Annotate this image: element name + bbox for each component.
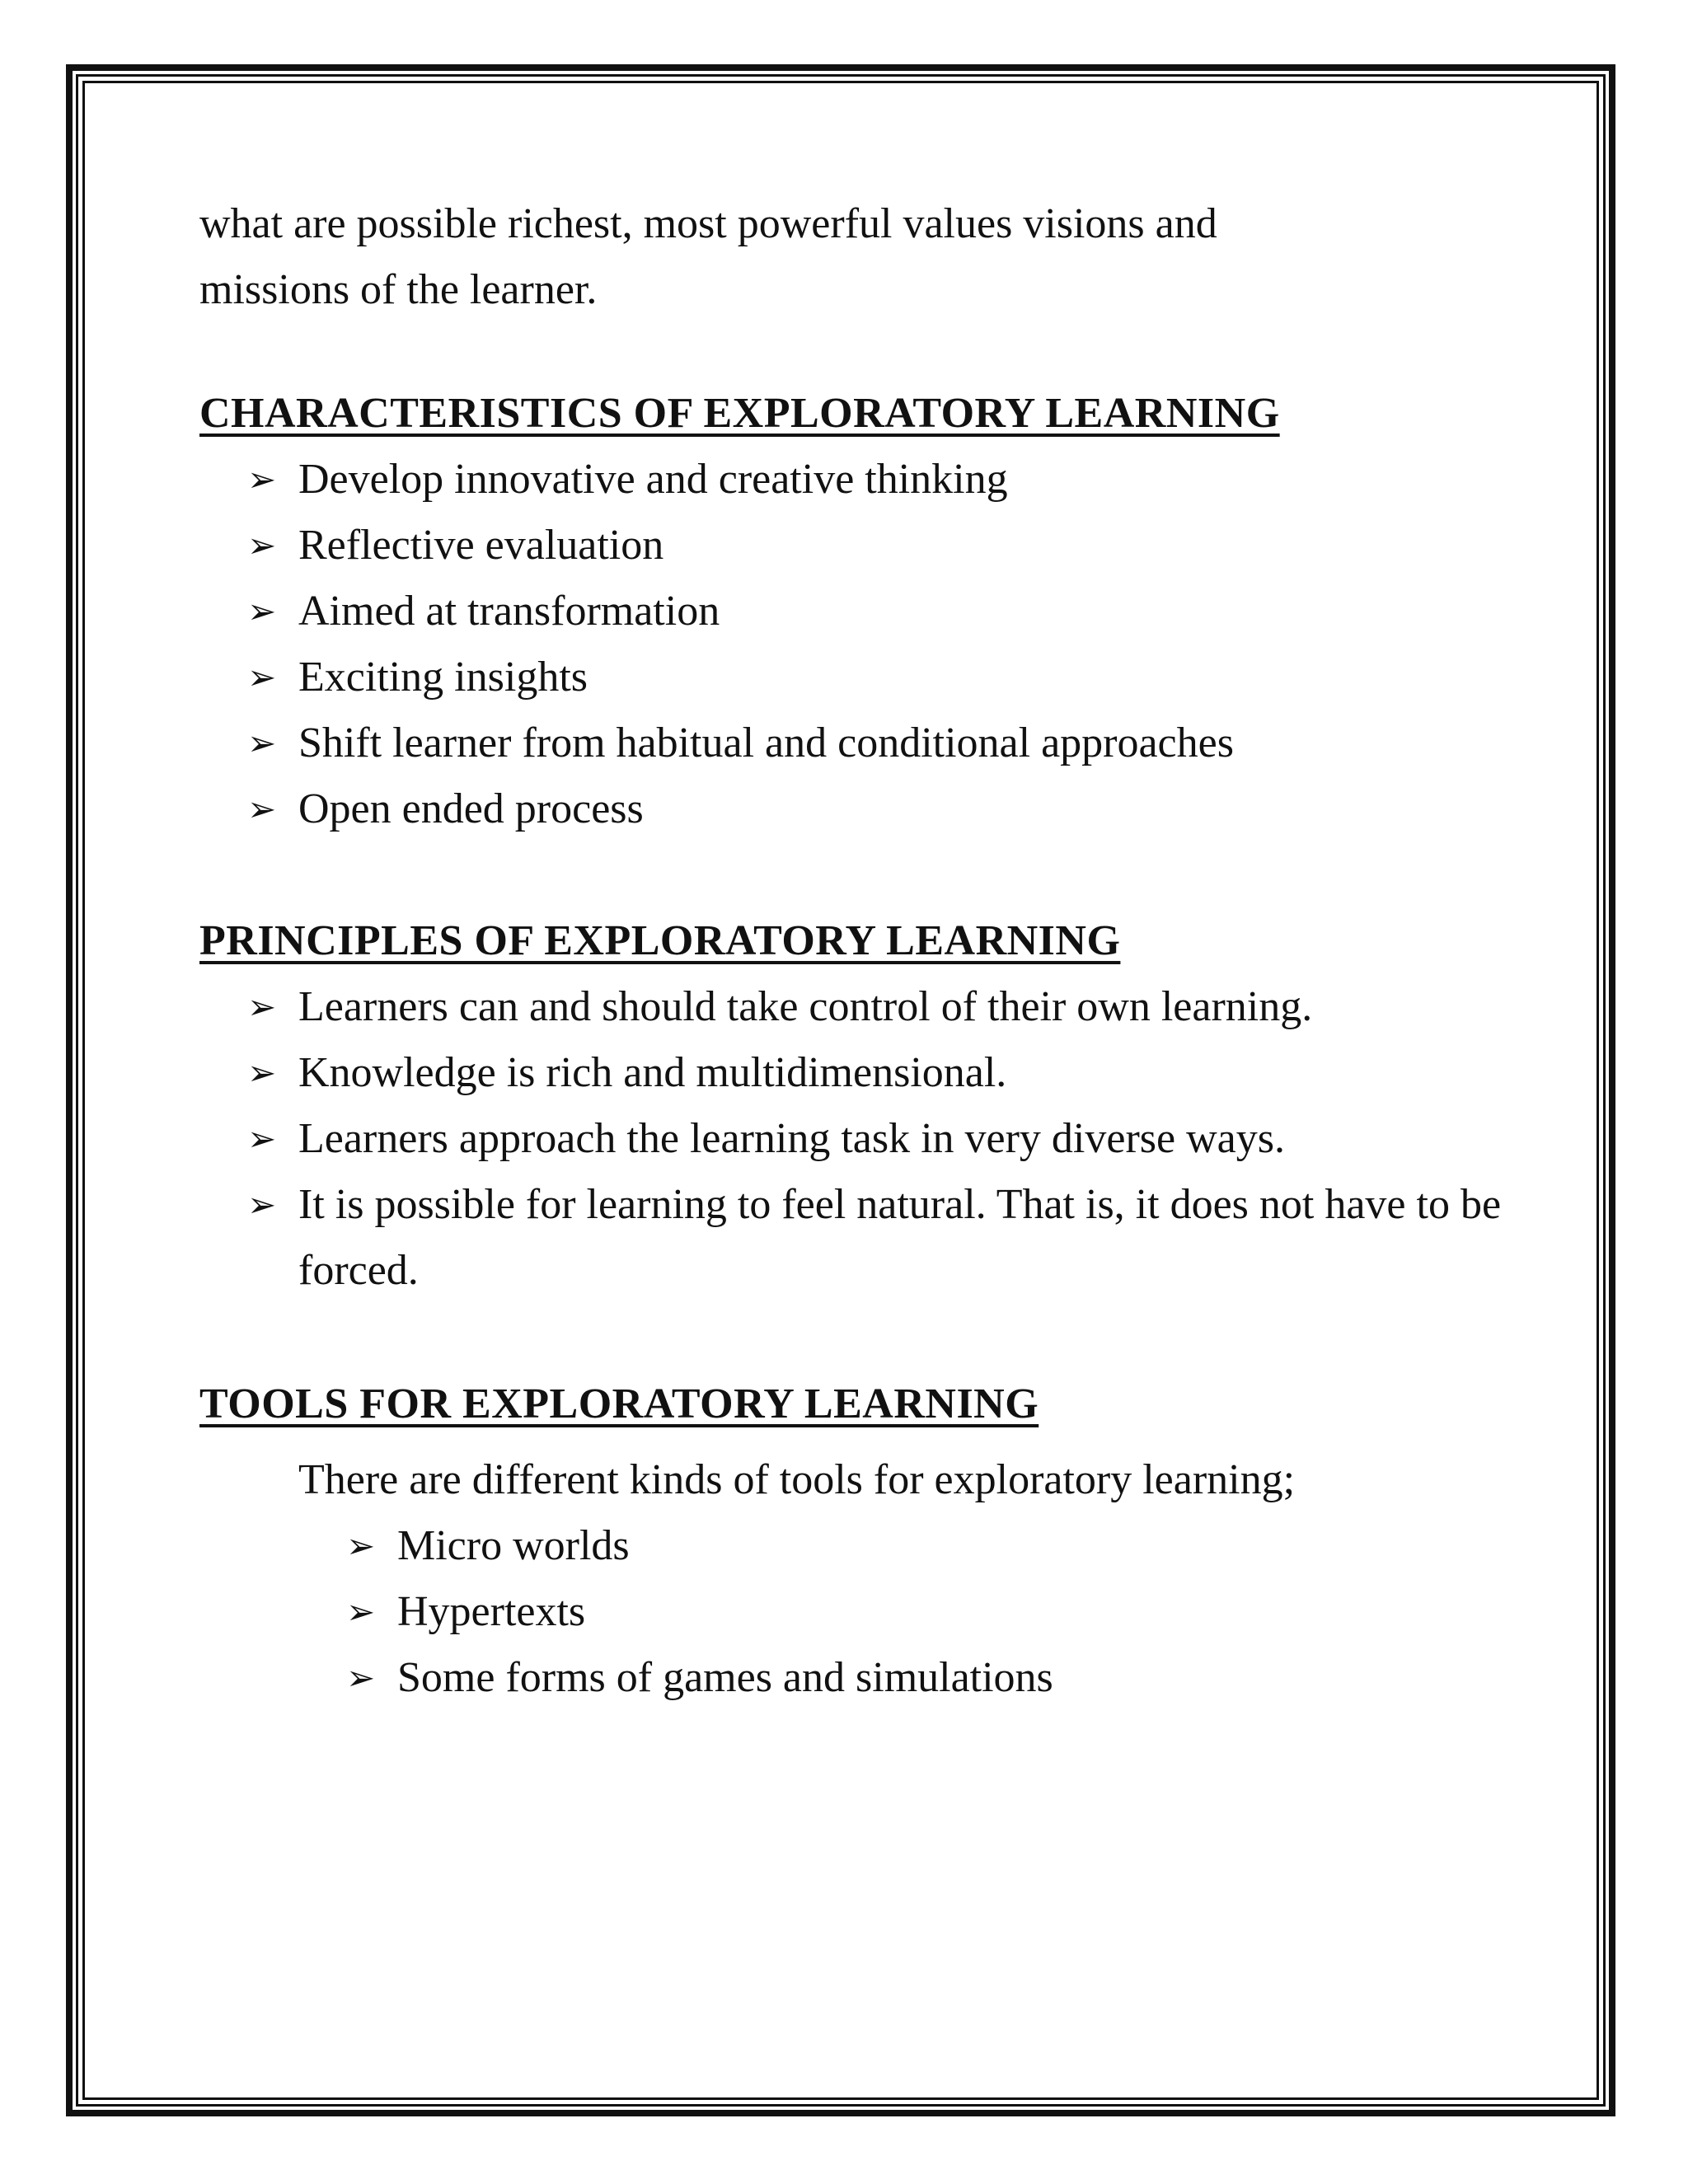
list-item bbox=[247, 447, 1502, 513]
arrow-bullet-icon: ➢ bbox=[247, 459, 277, 499]
characteristics-heading: CHARACTERISTICS OF EXPLORATORY LEARNING bbox=[199, 390, 1280, 437]
list-item bbox=[247, 1040, 1502, 1106]
tools-intro: There are different kinds of tools for exploratory learning; bbox=[298, 1456, 1296, 1503]
list-item bbox=[346, 1645, 1502, 1711]
tools-list bbox=[199, 1513, 1502, 1711]
list-item-text: Develop innovative and creative thinking bbox=[298, 456, 1008, 503]
list-item-text: Learners can and should take control of their own learning. bbox=[298, 983, 1313, 1030]
list-item bbox=[346, 1513, 1502, 1579]
list-item-text: Some forms of games and simulations bbox=[397, 1654, 1053, 1701]
arrow-bullet-icon: ➢ bbox=[247, 525, 277, 565]
arrow-bullet-icon: ➢ bbox=[247, 789, 277, 829]
list-item-text: Hypertexts bbox=[397, 1588, 586, 1635]
list-item bbox=[247, 776, 1502, 842]
list-item bbox=[346, 1579, 1502, 1645]
list-item bbox=[247, 644, 1502, 710]
list-item-text: Reflective evaluation bbox=[298, 522, 664, 569]
principles-list bbox=[199, 974, 1502, 1304]
principles-heading: PRINCIPLES OF EXPLORATORY LEARNING bbox=[199, 917, 1121, 964]
tools-heading: TOOLS FOR EXPLORATORY LEARNING bbox=[199, 1380, 1039, 1427]
list-item bbox=[247, 513, 1502, 579]
list-item bbox=[247, 579, 1502, 644]
list-item-text: Micro worlds bbox=[397, 1522, 630, 1569]
arrow-bullet-icon: ➢ bbox=[346, 1591, 376, 1632]
list-item bbox=[247, 1172, 1502, 1304]
intro-line-1: what are possible richest, most powerful values visions and bbox=[199, 200, 1217, 247]
arrow-bullet-icon: ➢ bbox=[247, 1184, 277, 1225]
arrow-bullet-icon: ➢ bbox=[247, 657, 277, 697]
arrow-bullet-icon: ➢ bbox=[346, 1657, 376, 1698]
arrow-bullet-icon: ➢ bbox=[346, 1526, 376, 1566]
document-body bbox=[199, 191, 1502, 1711]
list-item-text: Learners approach the learning task in very diverse ways. bbox=[298, 1115, 1285, 1162]
list-item bbox=[247, 1106, 1502, 1172]
list-item-text: Open ended process bbox=[298, 785, 644, 832]
list-item-text: Exciting insights bbox=[298, 654, 588, 701]
list-item-text: Knowledge is rich and multidimensional. bbox=[298, 1049, 1007, 1096]
arrow-bullet-icon: ➢ bbox=[247, 987, 277, 1027]
list-item-text: It is possible for learning to feel natural. That is, it does not have to be forced. bbox=[298, 1181, 1502, 1294]
list-item-text: Aimed at transformation bbox=[298, 588, 720, 635]
list-item bbox=[247, 710, 1502, 776]
arrow-bullet-icon: ➢ bbox=[247, 1052, 277, 1093]
arrow-bullet-icon: ➢ bbox=[247, 1118, 277, 1159]
arrow-bullet-icon: ➢ bbox=[247, 591, 277, 631]
list-item bbox=[247, 974, 1502, 1040]
arrow-bullet-icon: ➢ bbox=[247, 723, 277, 763]
intro-line-2: missions of the learner. bbox=[199, 266, 598, 313]
list-item-text: Shift learner from habitual and conditional approaches bbox=[298, 719, 1234, 766]
characteristics-list bbox=[199, 447, 1502, 842]
